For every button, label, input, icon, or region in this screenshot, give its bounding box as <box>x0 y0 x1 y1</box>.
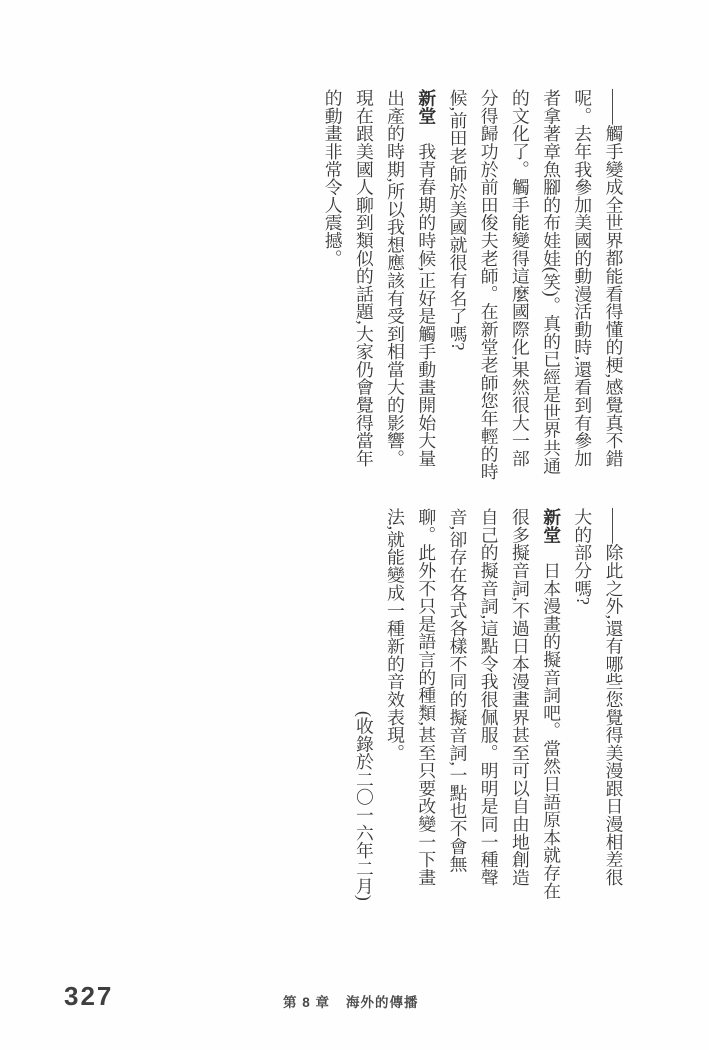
attribution-text: (收錄於二〇一六年二月) <box>354 711 375 901</box>
page-number: 327 <box>64 981 114 1011</box>
answer-text: 日本漫畫的擬音詞吧。當然日語原本就存在很多擬音詞,不過日本漫畫界甚至可以自由地創造自己的擬音詞,這點令我很佩服。明明是同一種聲音,卻存在各式各樣不同的擬音詞,一點也不會無聊。此外不只是語言的種類,甚至只要改變一下畫法,就能變成一種新的音效表現。 <box>385 508 562 900</box>
answer-text: 我青春期的時候,正好是觸手動畫開始大量出產的時期,所以我想應該有受到相當大的影響。現在跟美國人聊到類似的話題,大家仍會覺得當年的動畫非常令人震撼。 <box>323 89 437 468</box>
question-text: ——觸手變成全世界都能看得懂的梗,感覺真不錯呢。去年我參加美國的動漫活動時,還看到有參加者拿著章魚腳的布娃娃(笑)。真的已經是世界共通的文化了。觸手能變得這麼國際化,果然很大一部分得歸功於前田俊夫老師。在新堂老師您年輕的時候,前田老師於美國就很有名了嗎? <box>447 89 624 481</box>
interview-answer-1 <box>317 89 442 482</box>
recording-attribution <box>348 508 379 901</box>
chapter-title: 海外的傳播 <box>346 995 419 1010</box>
speaker-name: 新堂 <box>541 508 562 544</box>
chapter-label: 第 8 章 <box>283 995 331 1010</box>
question-text: ——除此之外,還有哪些您覺得美漫跟日漫相差很大的部分嗎? <box>572 508 624 887</box>
interview-section-tentacle <box>317 89 629 482</box>
speaker-name: 新堂 <box>416 89 437 125</box>
chapter-heading <box>283 991 419 1011</box>
interview-section-onomatopoeia <box>348 508 629 901</box>
interviewer-question-1 <box>442 89 629 482</box>
interviewer-question-2 <box>567 508 629 901</box>
interview-answer-2 <box>379 508 566 901</box>
